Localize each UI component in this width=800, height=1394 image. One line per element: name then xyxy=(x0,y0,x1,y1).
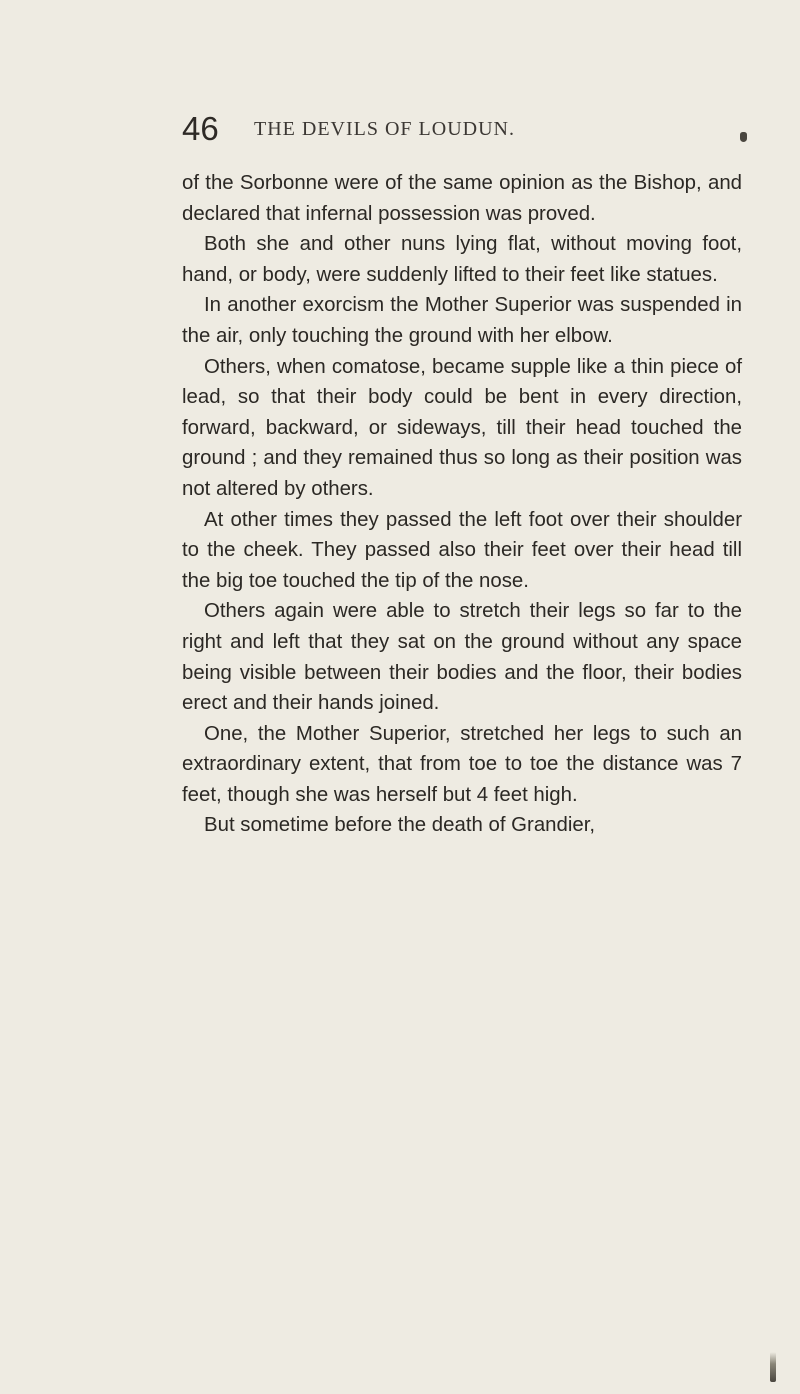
running-title: THE DEVILS OF LOUDUN. xyxy=(254,118,515,140)
paragraph: But sometime before the death of Grandier, xyxy=(204,814,596,837)
body-text xyxy=(182,168,742,841)
running-head xyxy=(182,104,742,154)
paragraph: In another exorcism the Mother Superior was suspended in the air, only touching the ground with her elbow. xyxy=(182,294,742,347)
printer-mark-icon xyxy=(740,132,747,142)
paragraph: Others again were able to stretch their legs so far to the right and left that they sat on the ground without any space being visible between their bodies and the floor, their bodies erect and their hands joined. xyxy=(182,600,742,715)
paragraph: Others, when comatose, became supple like a thin piece of lead, so that their body could be bent in every direction, forward, backward, or sideways, till their head touched the ground ; and they remained thus so long as their position was not altered by others. xyxy=(182,355,742,500)
edge-speck-icon xyxy=(770,1352,776,1382)
paragraph: Both she and other nuns lying flat, without moving foot, hand, or body, were suddenly lifted to their feet like statues. xyxy=(182,233,742,286)
page-number: 46 xyxy=(182,110,219,147)
paragraph: of the Sorbonne were of the same opinion as the Bishop, and declared that infernal possession was proved. xyxy=(182,172,742,225)
paragraph: At other times they passed the left foot over their shoulder to the cheek. They passed also their feet over their head till the big toe touched the tip of the nose. xyxy=(182,508,742,592)
paragraph: One, the Mother Superior, stretched her legs to such an extraordinary extent, that from toe to toe the distance was 7 feet, though she was herself but 4 feet high. xyxy=(182,722,742,806)
